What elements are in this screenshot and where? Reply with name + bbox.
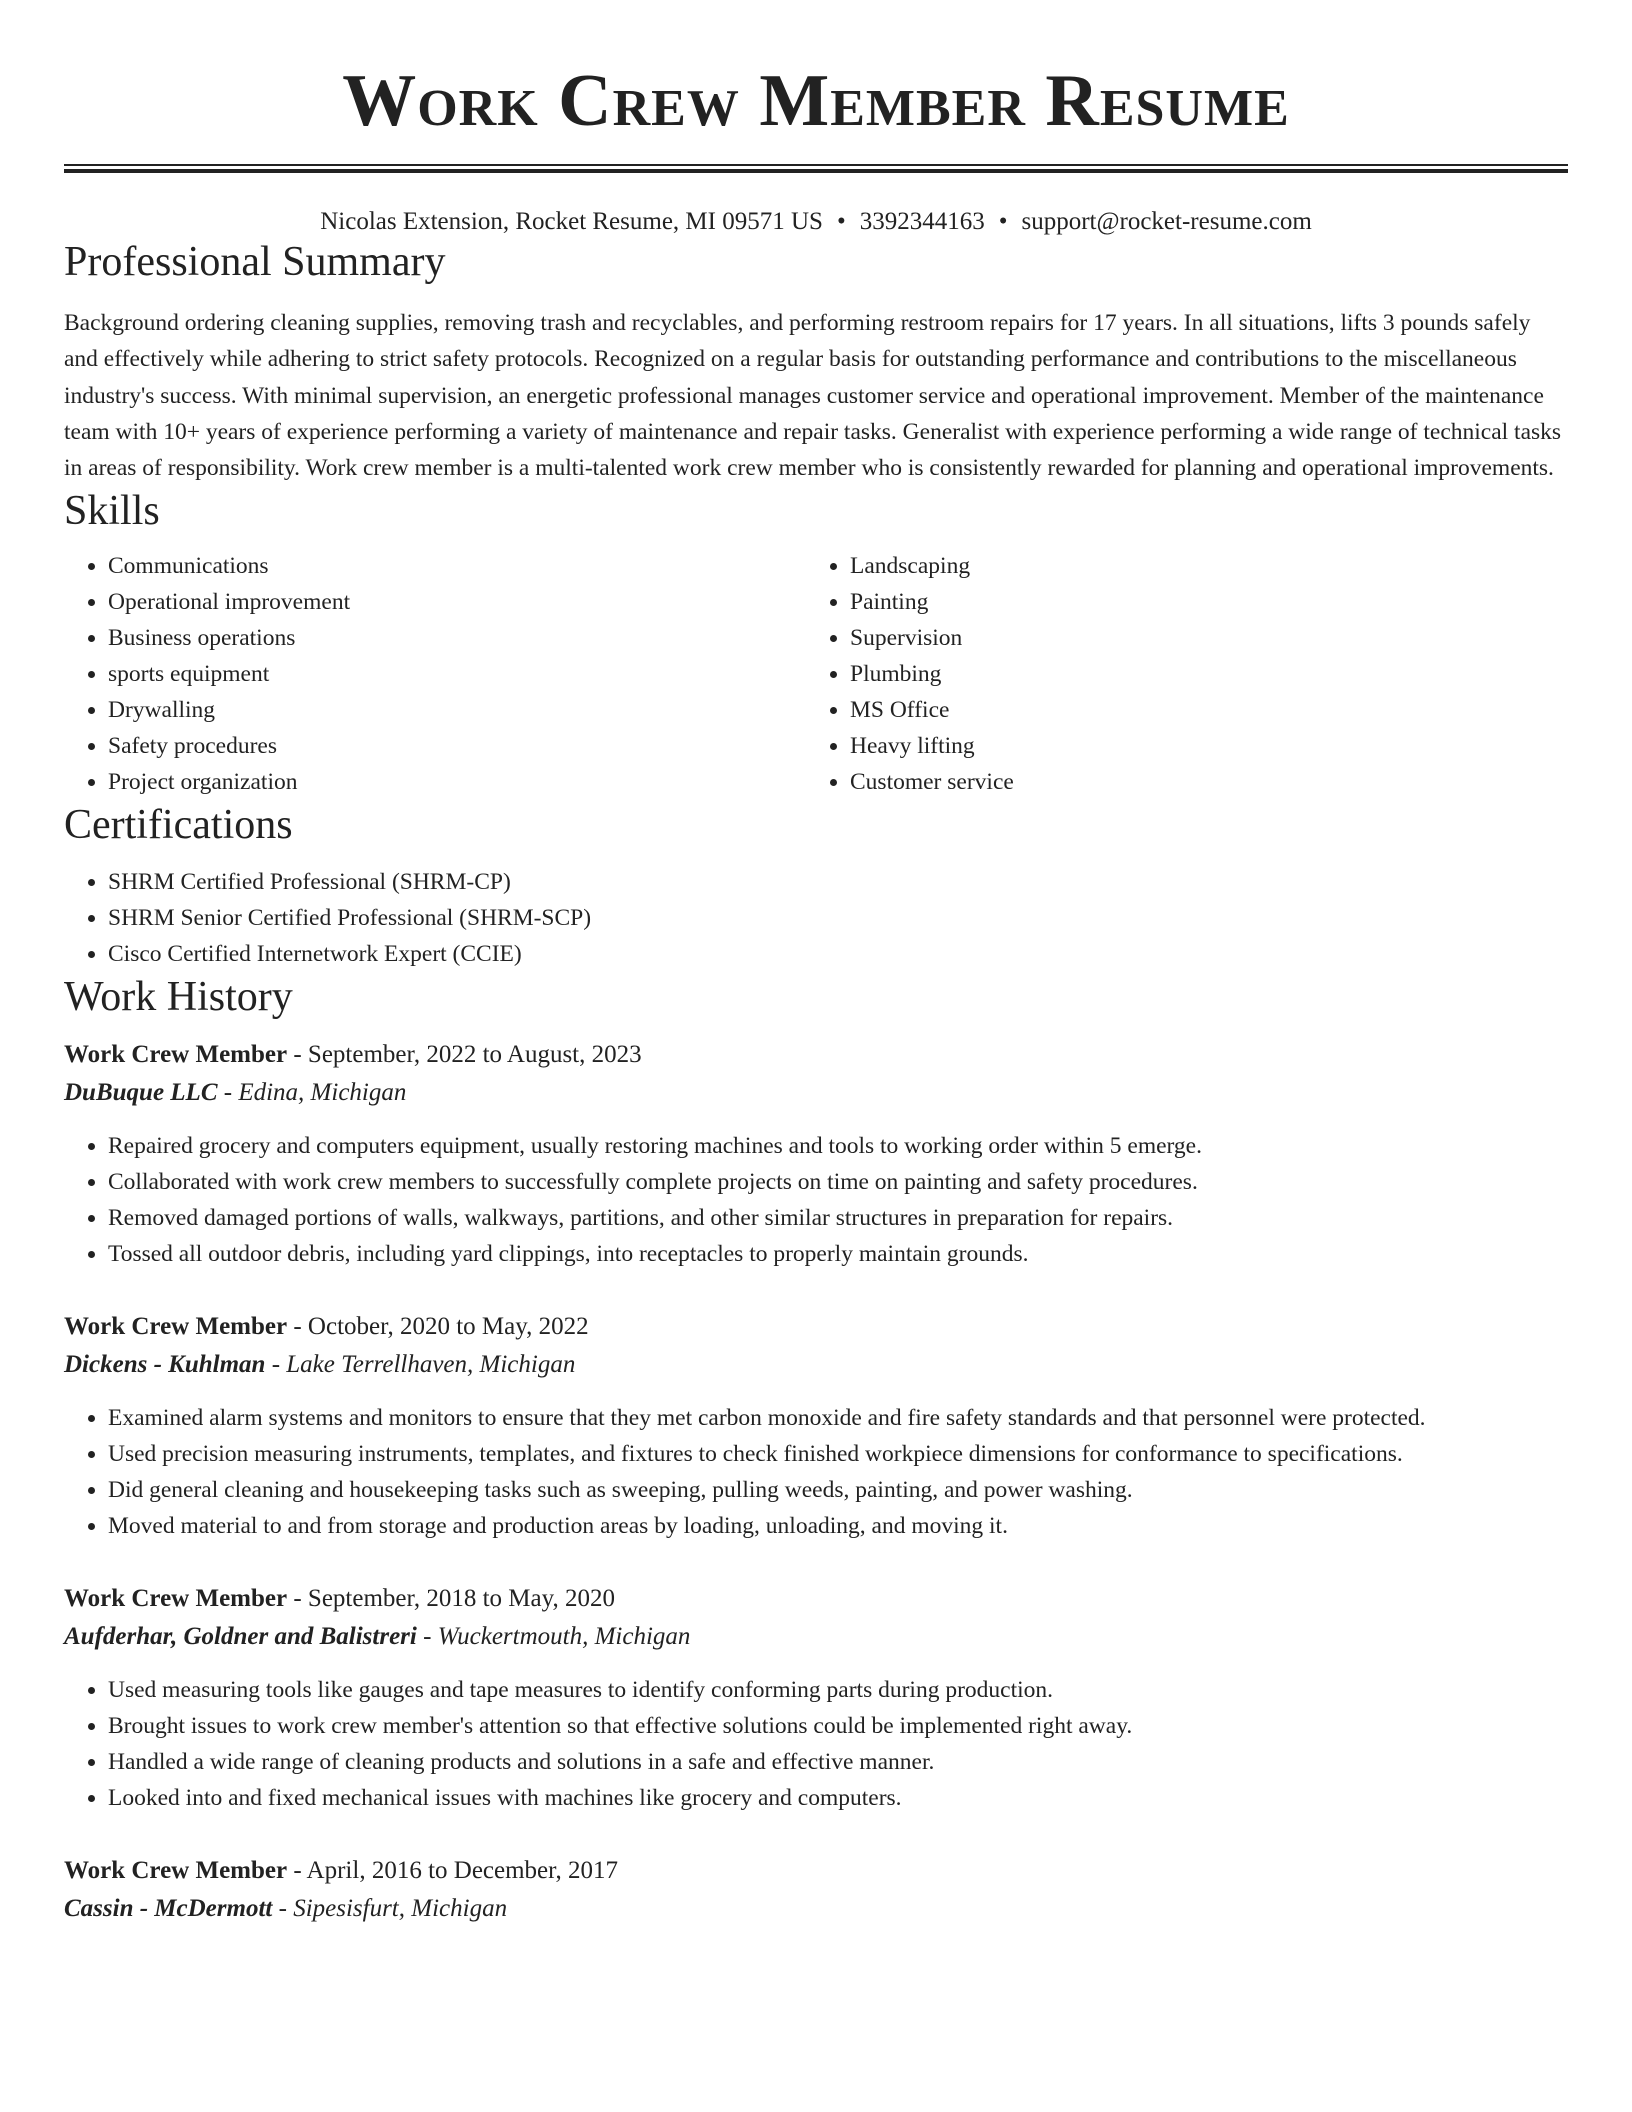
job-duty: • Used precision measuring instruments, templates, and fixtures to check finished workpiece dimensions for conformance to specifications. (108, 1436, 1568, 1472)
skill-item: • Safety procedures (108, 728, 806, 764)
skill-item: • Project organization (108, 764, 806, 800)
certification-item: • Cisco Certified Internetwork Expert (CCIE) (108, 936, 1568, 972)
skill-item: • Drywalling (108, 692, 806, 728)
contact-separator: • (836, 208, 846, 235)
skill-item: • sports equipment (108, 656, 806, 692)
job-duty: • Moved material to and from storage and production areas by loading, unloading, and moving it. (108, 1508, 1568, 1544)
contact-line (64, 207, 1568, 237)
job-entry (64, 1308, 1568, 1544)
page-title: Work Crew Member Resume (342, 60, 1290, 142)
job-duty: • Examined alarm systems and monitors to ensure that they met carbon monoxide and fire safety standards and that personnel were protected. (108, 1400, 1568, 1436)
job-duties-list (64, 1400, 1568, 1544)
contact-phone: 3392344163 (859, 208, 985, 235)
contact-address: Nicolas Extension, Rocket Resume, MI 09571 US (320, 208, 823, 235)
contact-email: support@rocket-resume.com (1021, 208, 1312, 235)
job-company: Aufderhar, Goldner and Balistreri (64, 1623, 417, 1651)
job-entry (64, 1852, 1568, 1928)
job-title-line: Work Crew Member - October, 2020 to May, 2022 (64, 1313, 589, 1341)
skill-item: • Landscaping (850, 548, 1548, 584)
skill-item: • MS Office (850, 692, 1548, 728)
job-duty: • Did general cleaning and housekeeping tasks such as sweeping, pulling weeds, painting, and power washing. (108, 1472, 1568, 1508)
job-company-line: DuBuque LLC - Edina, Michigan (64, 1079, 407, 1107)
job-duty: • Used measuring tools like gauges and tape measures to identify conforming parts during production. (108, 1672, 1568, 1708)
job-dates: April, 2016 to December, 2017 (306, 1857, 618, 1885)
job-company-line: Cassin - McDermott - Sipesisfurt, Michigan (64, 1895, 508, 1923)
job-title-line: Work Crew Member - September, 2022 to August, 2023 (64, 1041, 642, 1069)
job-entry (64, 1036, 1568, 1272)
job-location: Wuckertmouth, Michigan (437, 1623, 691, 1651)
job-company-line: Dickens - Kuhlman - Lake Terrellhaven, Michigan (64, 1351, 576, 1379)
job-title-line: Work Crew Member - September, 2018 to May, 2020 (64, 1585, 615, 1613)
job-location: Sipesisfurt, Michigan (293, 1895, 508, 1923)
job-company: Dickens - Kuhlman (64, 1351, 266, 1379)
job-dates: September, 2022 to August, 2023 (307, 1041, 642, 1069)
skill-item: • Supervision (850, 620, 1548, 656)
job-title: Work Crew Member (64, 1041, 288, 1069)
job-location: Edina, Michigan (238, 1079, 407, 1107)
job-duty: • Looked into and fixed mechanical issues with machines like grocery and computers. (108, 1780, 1568, 1816)
job-duties-list (64, 1672, 1568, 1816)
certification-item: • SHRM Certified Professional (SHRM-CP) (108, 864, 1568, 900)
job-duties-list (64, 1128, 1568, 1272)
summary-heading: Professional Summary (64, 239, 446, 285)
job-title-line: Work Crew Member - April, 2016 to December, 2017 (64, 1857, 618, 1885)
job-title: Work Crew Member (64, 1313, 288, 1341)
skills-list-right (806, 548, 1548, 800)
skill-item: • Customer service (850, 764, 1548, 800)
skills-list-left (64, 548, 806, 800)
job-title: Work Crew Member (64, 1857, 288, 1885)
skill-item: • Painting (850, 584, 1548, 620)
job-title: Work Crew Member (64, 1585, 288, 1613)
job-company-line: Aufderhar, Goldner and Balistreri - Wuckertmouth, Michigan (64, 1623, 691, 1651)
certifications-list (64, 864, 1568, 972)
certification-item: • SHRM Senior Certified Professional (SHRM-SCP) (108, 900, 1568, 936)
skill-item: • Business operations (108, 620, 806, 656)
skill-item: • Plumbing (850, 656, 1548, 692)
job-duty: • Brought issues to work crew member's attention so that effective solutions could be implemented right away. (108, 1708, 1568, 1744)
skills-heading: Skills (64, 488, 160, 535)
job-location: Lake Terrellhaven, Michigan (286, 1351, 576, 1379)
contact-separator: • (998, 208, 1008, 235)
skill-item: • Communications (108, 548, 806, 584)
job-duty: • Removed damaged portions of walls, walkways, partitions, and other similar structures in preparation for repairs. (108, 1200, 1568, 1236)
summary-text: Background ordering cleaning supplies, removing trash and recyclables, and performing restroom repairs for 17 years. In all situations, lifts 3 pounds safely and effectively while adhering to strict safety protocols. Recognized on a regular basis for outstanding performance and contributions to the miscellaneous industry's success. With minimal supervision, an energetic professional manages customer service and operational improvement. Member of the maintenance team with 10+ years of experience performing a variety of maintenance and repair tasks. Generalist with experience performing a wide range of technical tasks in areas of responsibility. Work crew member is a multi-talented work crew member who is consistently rewarded for planning and operational improvements. (64, 310, 1562, 482)
job-duty: • Tossed all outdoor debris, including yard clippings, into receptacles to properly maintain grounds. (108, 1236, 1568, 1272)
title-divider (64, 164, 1568, 173)
job-company: Cassin - McDermott (64, 1895, 273, 1923)
work-history-heading: Work History (64, 974, 293, 1021)
job-duty: • Repaired grocery and computers equipment, usually restoring machines and tools to working order within 5 emerge. (108, 1128, 1568, 1164)
job-dates: October, 2020 to May, 2022 (307, 1313, 589, 1341)
skills-columns (64, 548, 1568, 800)
job-entry (64, 1580, 1568, 1816)
job-duty: • Handled a wide range of cleaning products and solutions in a safe and effective manner. (108, 1744, 1568, 1780)
certifications-heading: Certifications (64, 802, 293, 849)
job-dates: September, 2018 to May, 2020 (307, 1585, 615, 1613)
skill-item: • Heavy lifting (850, 728, 1548, 764)
job-duty: • Collaborated with work crew members to successfully complete projects on time on painting and safety procedures. (108, 1164, 1568, 1200)
job-company: DuBuque LLC (64, 1079, 218, 1107)
skill-item: • Operational improvement (108, 584, 806, 620)
